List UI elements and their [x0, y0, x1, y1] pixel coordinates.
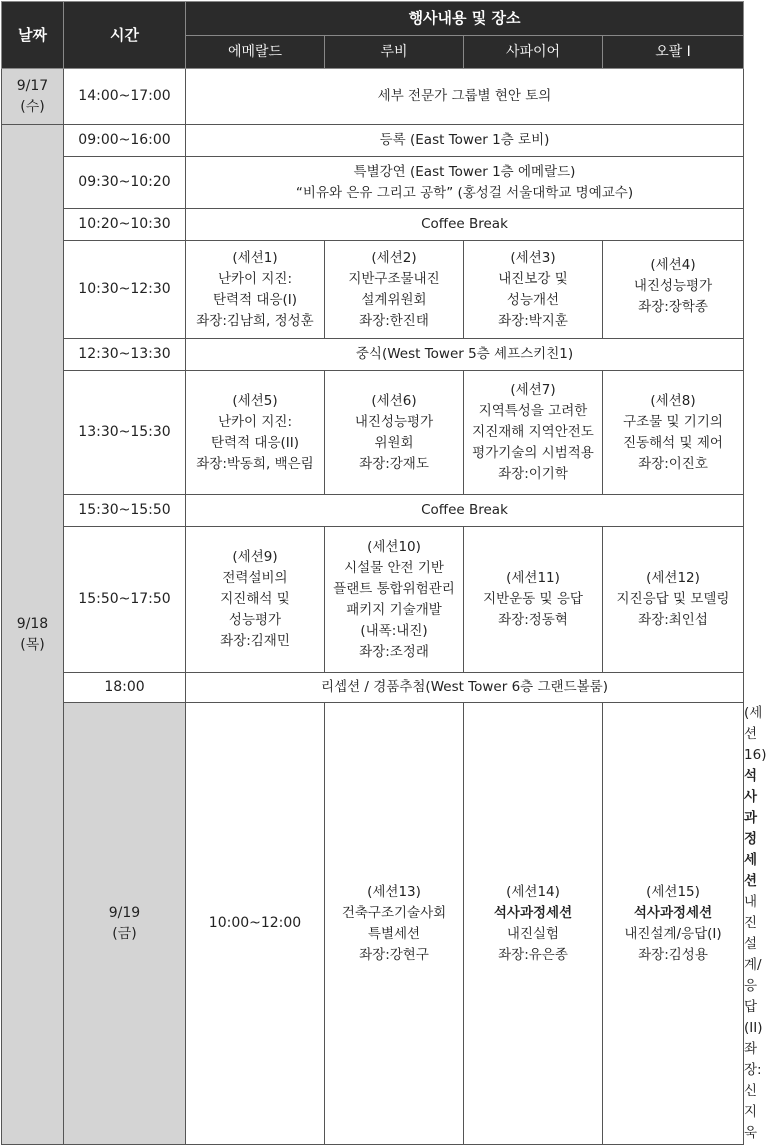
date-cell-0917 — [2, 69, 64, 125]
event-cell — [186, 157, 744, 209]
cell-text-line: 좌장:강현구 — [359, 946, 429, 963]
room-sapphire: 사파이어 — [464, 36, 603, 69]
room-emerald: 에메랄드 — [186, 36, 325, 69]
header-time: 시간 — [64, 2, 186, 69]
time-cell: 15:30~15:50 — [64, 495, 186, 527]
session-cell — [325, 241, 464, 339]
cell-text-line: 특별강연 (East Tower 1층 에메랄드) — [353, 163, 576, 180]
schedule-row — [2, 241, 744, 339]
cell-text-line: 성능개선 — [506, 291, 560, 308]
cell-text-line: (세션14) — [506, 883, 560, 900]
time-cell: 18:00 — [64, 673, 186, 703]
cell-text-line: (세션4) — [650, 257, 696, 273]
cell-text-line: (목) — [20, 636, 45, 653]
cell-text-line: 좌장:김남희, 정성훈 — [196, 312, 314, 329]
cell-text-line: 내진설계/응답(I) — [624, 925, 722, 942]
schedule-row — [2, 69, 744, 125]
room-opal: 오팔 I — [603, 36, 744, 69]
cell-text-line: (세션7) — [510, 382, 556, 398]
event-cell: 리셉션 / 경품추첨(West Tower 6층 그랜드볼룸) — [186, 673, 744, 703]
cell-text-line: 지반구조물내진 — [348, 270, 440, 287]
cell-text-line: 내진성능평가 — [633, 278, 713, 294]
session-cell — [464, 703, 603, 1145]
event-cell: Coffee Break — [186, 209, 744, 241]
cell-text-line: 플랜트 통합위험관리 — [333, 580, 455, 597]
session-cell — [603, 703, 744, 1145]
date-cell-0919 — [64, 703, 186, 1145]
cell-text-line: 9/19 — [108, 904, 141, 921]
cell-text-line: 특별세션 — [367, 925, 421, 942]
cell-text-line: (세션15) — [646, 883, 700, 900]
session-cell — [325, 527, 464, 673]
cell-text-line: 탄력적 대응(II) — [211, 434, 299, 451]
cell-text-line: 9/17 — [16, 77, 49, 94]
cell-text-line: (세션13) — [367, 883, 421, 900]
cell-text-line: 좌장:한진태 — [359, 312, 429, 329]
schedule-row — [2, 527, 744, 673]
cell-text-line: 좌장:박동희, 백은림 — [196, 455, 314, 472]
cell-text-line: (세션10) — [367, 538, 421, 555]
cell-text-line: (세션1) — [232, 249, 278, 266]
cell-text-line: 지역특성을 고려한 — [478, 403, 588, 419]
time-cell: 14:00~17:00 — [64, 69, 186, 125]
session-cell — [603, 241, 744, 339]
event-cell: Coffee Break — [186, 495, 744, 527]
event-cell: 등록 (East Tower 1층 로비) — [186, 125, 744, 157]
schedule-row — [2, 339, 744, 371]
cell-text-line: (세션2) — [371, 249, 417, 266]
event-cell: 중식(West Tower 5층 셰프스키친1) — [186, 339, 744, 371]
cell-text-line: 좌장:박지훈 — [498, 312, 568, 329]
session-cell — [464, 371, 603, 495]
cell-text-line: 내진보강 및 — [498, 270, 568, 287]
cell-text-line: (세션9) — [232, 549, 278, 565]
cell-text-line: 좌장:최인섭 — [638, 612, 708, 628]
cell-text-line: 건축구조기술사회 — [341, 904, 447, 921]
cell-text-line: (세션3) — [510, 249, 556, 266]
time-cell: 13:30~15:30 — [64, 371, 186, 495]
cell-text-line: 좌장:김성용 — [638, 946, 708, 963]
cell-text-line: (내폭:내진) — [360, 622, 428, 639]
cell-text-line: 좌장:김재민 — [220, 633, 290, 649]
cell-text-line: 9/18 — [16, 615, 49, 632]
cell-text-line: 석사과정세션 — [633, 904, 713, 921]
cell-text-line: 지반운동 및 응답 — [483, 591, 583, 607]
cell-text-line: 좌장:이진호 — [638, 455, 708, 472]
cell-text-line: 내진실험 — [506, 925, 560, 942]
cell-text-line: 진동해석 및 제어 — [623, 434, 723, 451]
session-cell — [186, 241, 325, 339]
time-cell: 12:30~13:30 — [64, 339, 186, 371]
schedule-row — [2, 371, 744, 495]
header-row-1 — [2, 2, 744, 36]
session-cell — [464, 527, 603, 673]
cell-text-line: (세션6) — [371, 392, 417, 409]
event-cell: 세부 전문가 그룹별 현안 토의 — [186, 69, 744, 125]
cell-text-line: 좌장:장학종 — [638, 299, 708, 315]
cell-text-line: (세션5) — [232, 392, 278, 409]
session-cell — [603, 371, 744, 495]
cell-text-line: 패키지 기술개발 — [346, 601, 442, 618]
cell-text-line: “비유와 은유 그리고 공학” (홍성걸 서울대학교 명예교수) — [295, 184, 634, 201]
cell-text-line: 전력설비의 — [222, 570, 288, 586]
cell-text-line: 위원회 — [374, 434, 414, 451]
cell-text-line: (세션11) — [506, 570, 560, 586]
cell-text-line: 구조물 및 기기의 — [623, 413, 723, 430]
room-ruby: 루비 — [325, 36, 464, 69]
session-cell — [325, 371, 464, 495]
time-cell: 10:00~12:00 — [186, 703, 325, 1145]
cell-text-line: 평가기술의 시범적용 — [472, 445, 594, 461]
cell-text-line: 내진성능평가 — [354, 413, 434, 430]
cell-text-line: 탄력적 대응(I) — [212, 291, 297, 308]
cell-text-line: 지진재해 지역안전도 — [472, 424, 594, 440]
time-cell: 09:00~16:00 — [64, 125, 186, 157]
schedule-row — [2, 673, 744, 703]
session-cell — [186, 527, 325, 673]
cell-text-line: (세션8) — [650, 392, 696, 409]
session-cell — [603, 527, 744, 673]
cell-text-line: 난카이 지진: — [217, 413, 293, 430]
cell-text-line: 좌장:강재도 — [359, 455, 429, 472]
cell-text-line: 성능평가 — [228, 612, 282, 628]
cell-text-line: 지진응답 및 모델링 — [616, 591, 730, 607]
cell-text-line: 좌장:유은종 — [498, 946, 568, 963]
schedule-row — [2, 209, 744, 241]
cell-text-line: (수) — [20, 98, 45, 115]
header-date: 날짜 — [2, 2, 64, 69]
cell-text-line: 좌장:정동혁 — [498, 612, 568, 628]
time-cell: 09:30~10:20 — [64, 157, 186, 209]
date-cell-0918 — [2, 125, 64, 1145]
session-cell — [325, 703, 464, 1145]
cell-text-line: (금) — [112, 925, 137, 942]
cell-text-line: 난카이 지진: — [217, 270, 293, 287]
schedule-row: 9/19 (금) 10:00~12:00 (세션13) 건축구조기술사회 특별세션 좌장:강현구 (세션14) 석사과정세션 내진실험 좌장:유은종 (세션15) 석사과정세션 내진설계/응답(I) 좌장:김성용 (세션16) 석사과정세션 내진설계/응답(II) 좌장:신지욱 — [2, 703, 744, 1145]
time-cell: 10:20~10:30 — [64, 209, 186, 241]
schedule-row — [2, 125, 744, 157]
cell-text-line: 시설물 안전 기반 — [344, 559, 444, 576]
schedule-table — [1, 1, 766, 1145]
cell-text-line: 좌장:조정래 — [359, 643, 429, 660]
cell-text-line: 설계위원회 — [361, 291, 427, 308]
schedule-row — [2, 495, 744, 527]
time-cell: 15:50~17:50 — [64, 527, 186, 673]
session-cell — [464, 241, 603, 339]
cell-text-line: 좌장:이기학 — [498, 466, 568, 482]
session-cell — [186, 371, 325, 495]
cell-text-line: 지진해석 및 — [220, 591, 290, 607]
header-event: 행사내용 및 장소 — [186, 2, 744, 36]
time-cell: 10:30~12:30 — [64, 241, 186, 339]
cell-text-line: (세션12) — [646, 570, 700, 586]
cell-text-line: 석사과정세션 — [493, 904, 573, 921]
schedule-row — [2, 157, 744, 209]
